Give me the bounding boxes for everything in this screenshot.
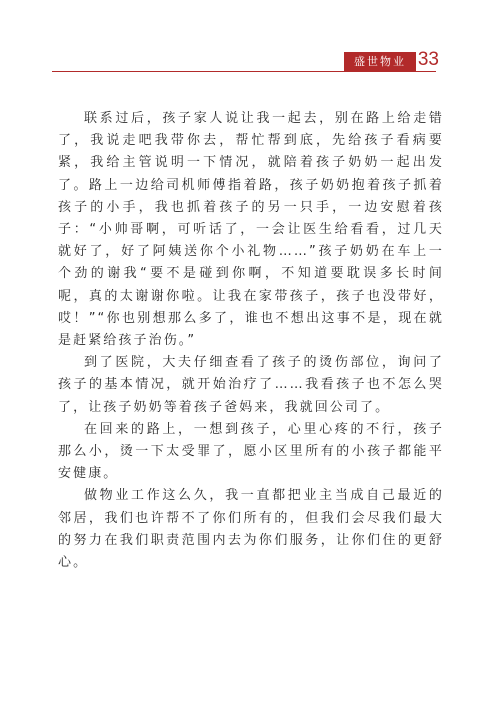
- paragraph: 在回来的路上，一想到孩子，心里心疼的不行，孩子那么小，烫一下太受罪了，愿小区里所有的小孩子都能平安健康。: [58, 421, 444, 482]
- page-header: [0, 50, 492, 74]
- section-title: 盛世物业: [344, 52, 416, 72]
- body-text: [58, 108, 444, 574]
- page-number: 33: [417, 49, 439, 70]
- paragraph: 到了医院，大夫仔细查看了孩子的烫伤部位，询问了孩子的基本情况，就开始治疗了……我看孩子也不怎么哭了，让孩子奶奶等着孩子爸妈来，我就回公司了。: [58, 355, 444, 415]
- paragraph: 联系过后，孩子家人说让我一起去，别在路上给走错了，我说走吧我带你去，帮忙帮到底，先给孩子看病要紧，我给主管说明一下情况，就陪着孩子奶奶一起出发了。路上一边给司机师傅指着路，孩子奶奶抱着孩子抓着孩子的小手，我也抓着孩子的另一只手，一边安慰着孩子：“小帅哥啊，可听话了，一会让医生给看看，过几天就好了，好了阿姨送你个小礼物……”孩子奶奶在车上一个劲的谢我“要不是碰到你啊，不知道要耽误多长时间呢，真的太谢谢你啦。让我在家带孩子，孩子也没带好，哎！”“你也别想那么多了，谁也不想出这事不是，现在就是赶紧给孩子治伤。”: [58, 111, 444, 349]
- paragraph: 做物业工作这么久，我一直都把业主当成自己最近的邻居，我们也许帮不了你们所有的，但我们会尽我们最大的努力在我们职责范围内去为你们服务，让你们住的更舒心。: [58, 488, 444, 571]
